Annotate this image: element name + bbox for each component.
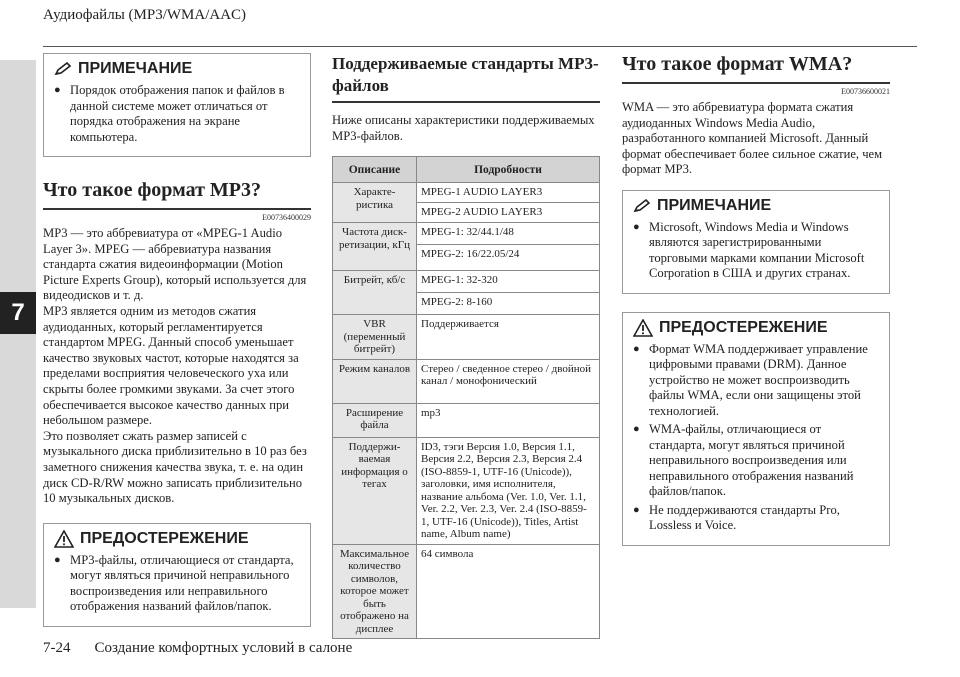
caution-heading-text: ПРЕДОСТЕРЕЖЕНИЕ [659, 318, 828, 336]
row-detail: Стерео / сведенное стерео / двойной канал / монофонический [417, 359, 600, 403]
row-description: Битрейт, кб/с [333, 271, 417, 315]
pencil-icon [633, 199, 651, 213]
table-row [333, 315, 600, 360]
caution-item: ● WMA-файлы, отличающиеся от стандарта, могут являться причиной неправильного воспроизведения или неправильного отображения названий файлов/папок. [633, 422, 879, 500]
table-row [333, 437, 600, 544]
row-description: Расширение файла [333, 403, 417, 437]
page-header: Аудиофайлы (MP3/WMA/AAC) [43, 7, 247, 23]
table-row [333, 544, 600, 639]
row-detail: MPEG-1 AUDIO LAYER3 [417, 183, 600, 203]
section-title: Поддерживаемые стандарты MP3-файлов [332, 53, 600, 103]
column-header-description: Описание [333, 157, 417, 183]
column-header-details: Подробности [417, 157, 600, 183]
note-item: ● Порядок отображения папок и файлов в данной системе может отличаться от порядка отображения на экране компьютера. [54, 83, 300, 145]
row-detail: MPEG-2: 16/22.05/24 [417, 245, 600, 271]
caution-heading [54, 524, 300, 553]
note-heading [54, 54, 300, 83]
note-heading [633, 191, 879, 220]
table-row [333, 271, 600, 293]
caution-item: ● Не поддерживаются стандарты Pro, Lossless и Voice. [633, 503, 879, 534]
caution-item: ● MP3-файлы, отличающиеся от стандарта, могут являться причиной неправильного воспроизведения или неправильного отображения названий файлов/папок. [54, 553, 300, 615]
warning-triangle-icon [633, 319, 653, 337]
section-code: E00736400029 [262, 213, 311, 222]
caution-heading [633, 313, 879, 342]
row-detail: MPEG-2 AUDIO LAYER3 [417, 203, 600, 223]
paragraph: MP3 — это аббревиатура от «MPEG-1 Audio Layer 3». MPEG — аббревиатура названия стандарта сжатия видеоинформации (Motion Picture Experts Group), который используется для видеодисков и т. д. [43, 226, 307, 303]
paragraph: MP3 является одним из методов сжатия аудиоданных, который регламентируется стандартом MPEG. Данный способ уменьшает качество звуковых частот, которые находятся за пределами восприятия человеческого уха или скрыты более громкими звуками. За счет этого обеспечивается высокое качество данных при небольшом размере. [43, 303, 299, 428]
note-item: ● Microsoft, Windows Media и Windows являются зарегистрированными торговыми марками компании Microsoft Corporation в США и других странах. [633, 220, 879, 282]
footer-section-title: Создание комфортных условий в салоне [94, 640, 353, 656]
row-detail: Поддерживается [417, 315, 600, 360]
section-title: Что такое формат MP3? [43, 179, 311, 210]
row-description: Поддержи-ваемая информация о тегах [333, 437, 417, 544]
paragraph: Это позволяет сжать размер записей с музыкального диска приблизительно в 10 раз без заметного снижения качества звука, т. е. на один диск CD-R/RW можно записать приблизительно 10 музыкальных дисков. [43, 428, 307, 506]
row-description: Максимальное количество символов, которое может быть отображено на дисплее [333, 544, 417, 639]
note-box [622, 190, 890, 294]
row-description: Характе-ристика [333, 183, 417, 223]
paragraph: WMA — это аббревиатура формата сжатия аудиоданных Windows Media Audio, разработанного компанией Microsoft. Данный формат обеспечивает более сильное сжатие, чем формат MP3. [622, 100, 883, 177]
pencil-icon [54, 62, 72, 76]
caution-heading-text: ПРЕДОСТЕРЕЖЕНИЕ [80, 529, 249, 547]
column-middle [332, 53, 600, 639]
note-heading-text: ПРИМЕЧАНИЕ [657, 196, 772, 214]
row-description: Режим каналов [333, 359, 417, 403]
section-code: E00736600021 [841, 87, 890, 96]
table-header-row [333, 157, 600, 183]
caution-box [43, 523, 311, 627]
column-left [43, 53, 311, 627]
table-row [333, 403, 600, 437]
caution-item: ● Формат WMA поддерживает управление цифровыми правами (DRM). Данное устройство не может воспроизводить файлы WMA, если они защищены этой технологией. [633, 342, 879, 420]
mp3-section [43, 179, 311, 507]
section-title: Что такое формат WMA? [622, 53, 890, 84]
row-detail: 64 символа [417, 544, 600, 639]
chapter-side-tab [0, 60, 36, 608]
note-heading-text: ПРИМЕЧАНИЕ [78, 60, 193, 77]
chapter-number: 7 [0, 292, 36, 334]
specs-table [332, 156, 600, 639]
row-detail: mp3 [417, 403, 600, 437]
row-detail: ID3, тэги Версия 1.0, Версия 1.1, Версия 2.2, Версия 2.3, Версия 2.4 (ISO-8859-1, UTF-16 (Unicode)), заголовки, имя исполнителя, название альбома (Ver. 1.0, Ver. 1.1, Ver. 2.2, Ver. 2.3, Ver. 2.4 (ISO-8859-1, UTF-16 (Unicode)), Titles, Artist name, Album name) [417, 437, 600, 544]
row-description: VBR (переменный битрейт) [333, 315, 417, 360]
table-intro: Ниже описаны характеристики поддерживаемых MP3-файлов. [332, 113, 595, 143]
row-description: Частота диск-ретизации, кГц [333, 223, 417, 271]
row-detail: MPEG-2: 8-160 [417, 293, 600, 315]
row-detail: MPEG-1: 32-320 [417, 271, 600, 293]
caution-box [622, 312, 890, 546]
header-rule [43, 46, 917, 47]
table-row [333, 223, 600, 245]
page-footer [43, 640, 352, 657]
table-row [333, 359, 600, 403]
row-detail: MPEG-1: 32/44.1/48 [417, 223, 600, 245]
note-box [43, 53, 311, 157]
page-number: 7-24 [43, 640, 71, 656]
table-row [333, 183, 600, 203]
warning-triangle-icon [54, 530, 74, 548]
column-right [622, 53, 890, 546]
